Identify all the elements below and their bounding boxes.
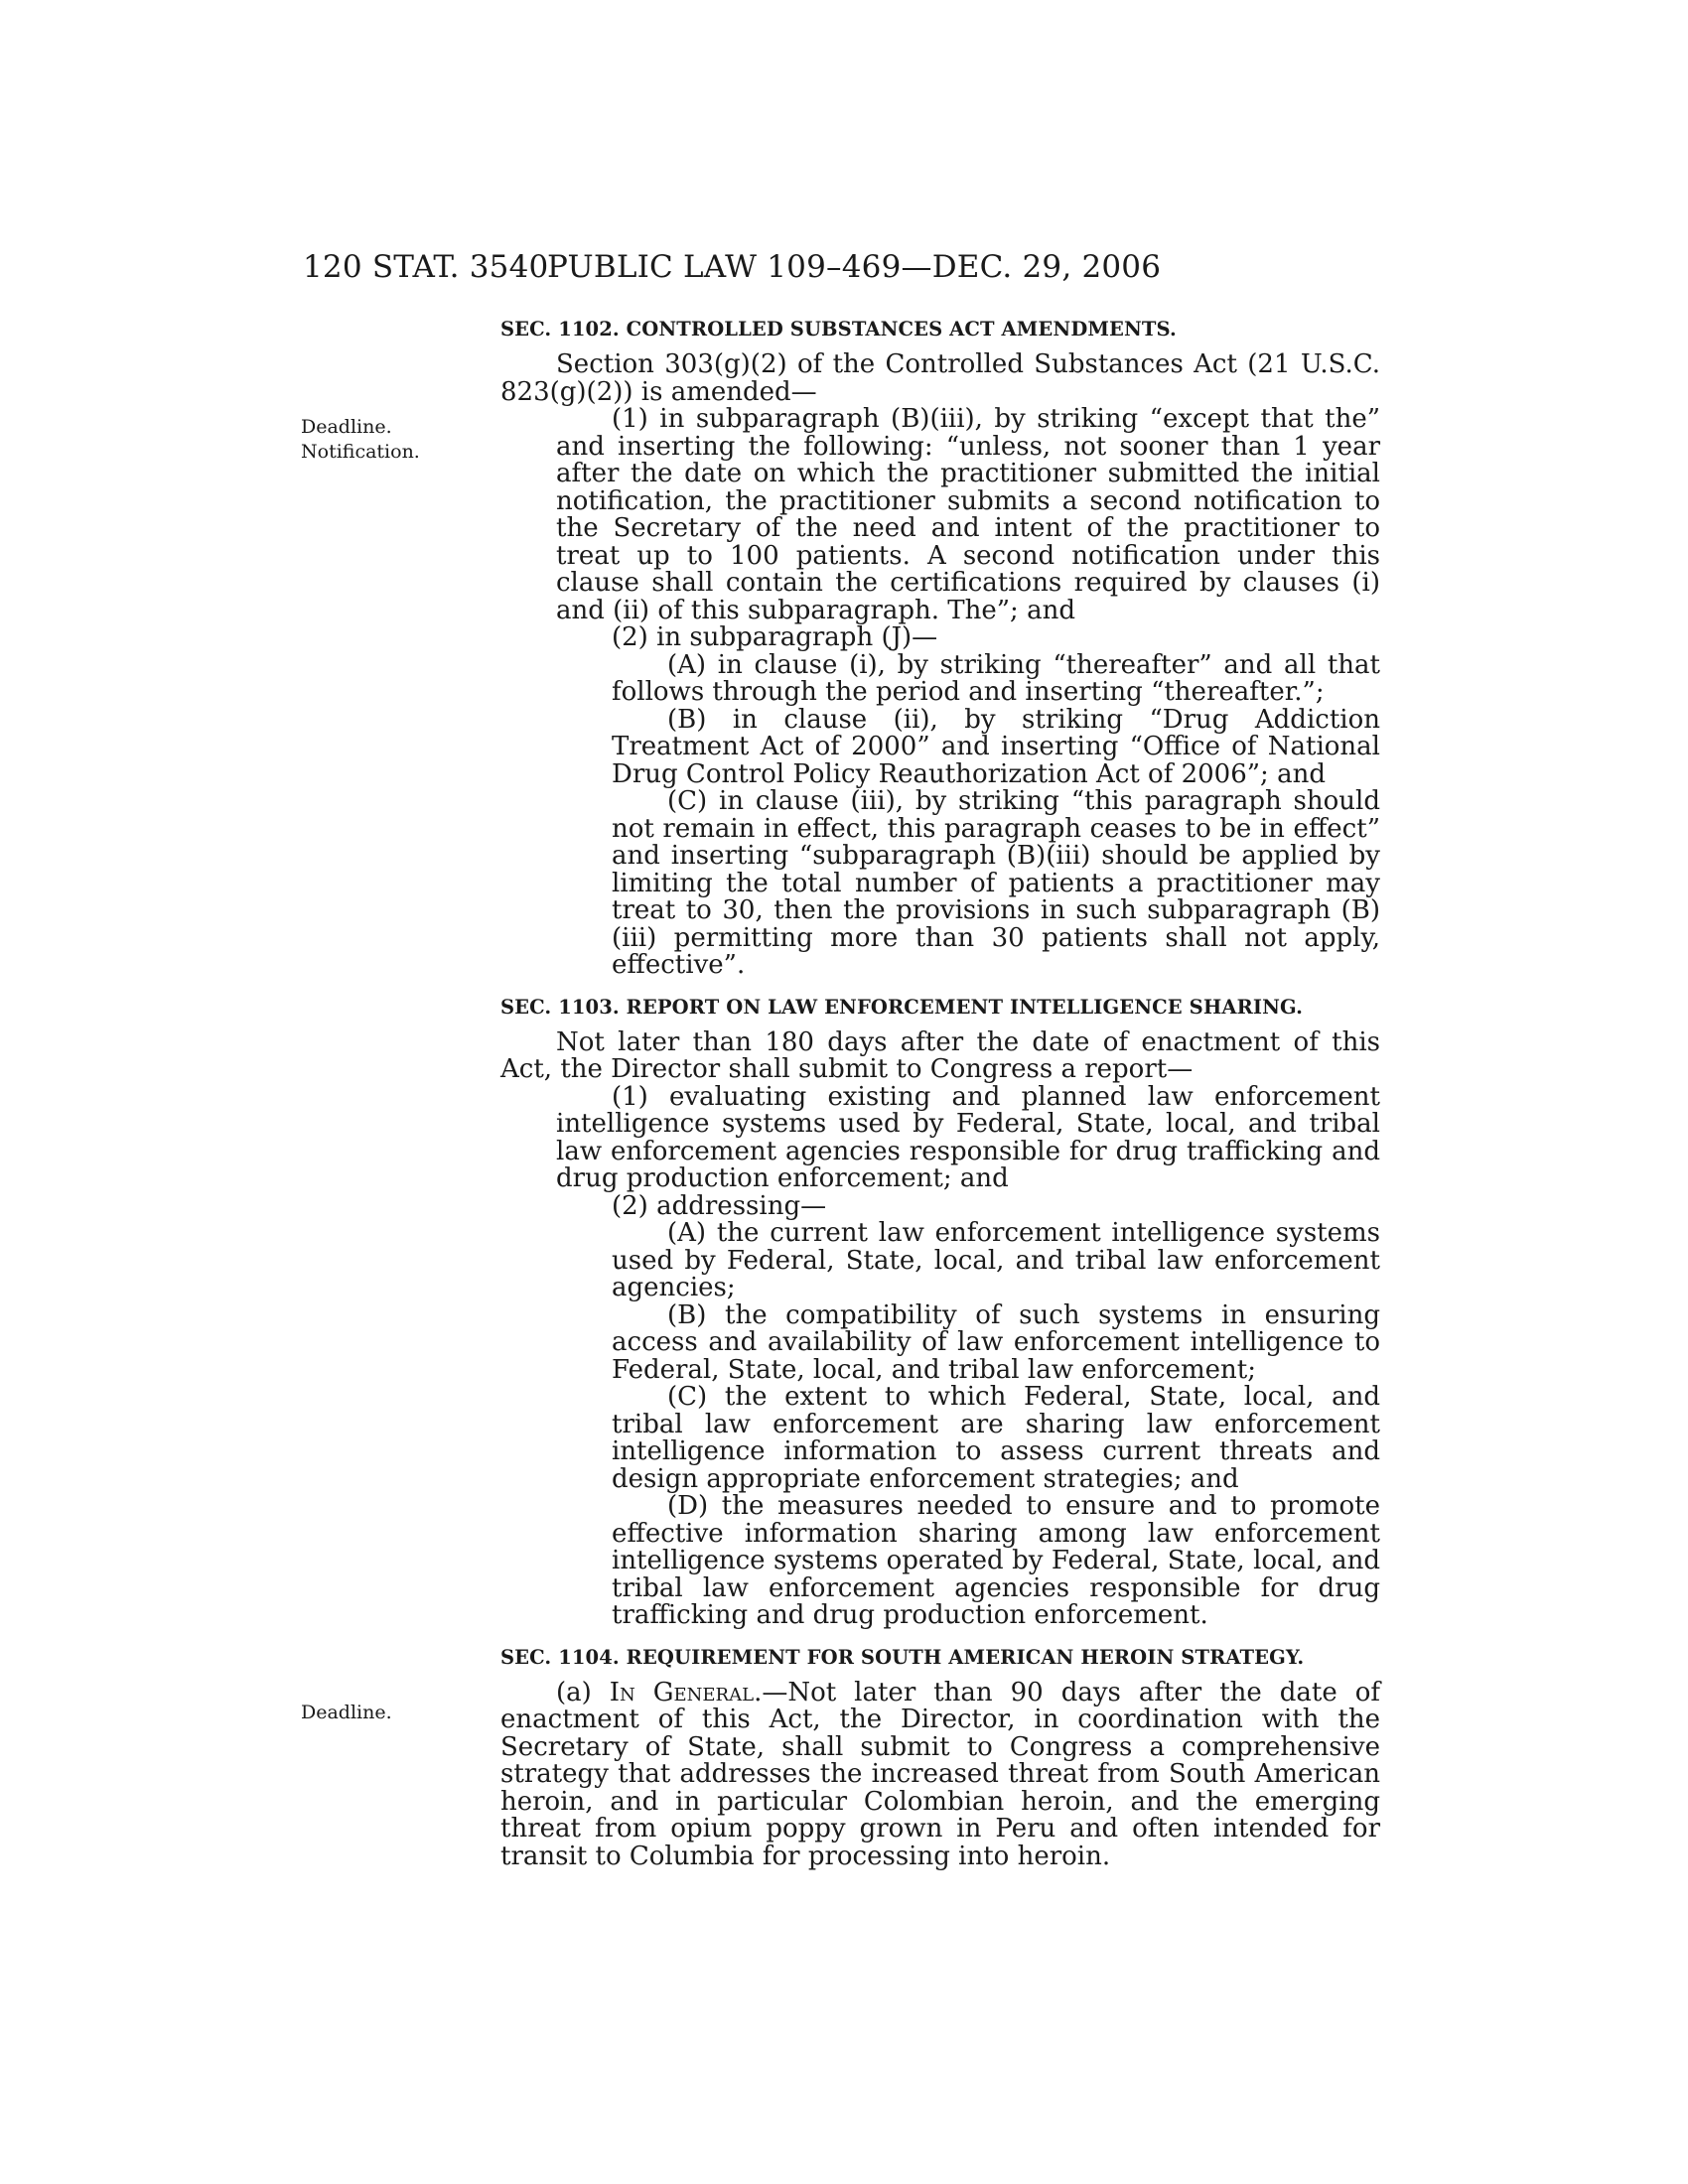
- body-text: [500, 316, 1380, 1870]
- section-heading-1103: SEC. 1103. REPORT ON LAW ENFORCEMENT INTELLIGENCE SHARING.: [500, 995, 1303, 1019]
- paragraph: (B) the compatibility of such systems in ensuring access and availability of law enforcement intelligence to Federal, State, local, and tribal law enforcement;: [612, 1299, 1380, 1385]
- paragraph: (2) addressing—: [612, 1190, 827, 1221]
- paragraph: (2) in subparagraph (J)—: [612, 622, 938, 652]
- paragraph: (D) the measures needed to ensure and to promote effective information sharing among law enforcement intelligence systems operated by Federal, State, local, and tribal law enforcement agencies responsible for drug trafficking and drug production enforcement.: [612, 1491, 1380, 1630]
- margin-note-deadline: Deadline.: [301, 1702, 392, 1723]
- paragraph: (A) the current law enforcement intelligence systems used by Federal, State, local, and tribal law enforcement agencies;: [612, 1218, 1380, 1302]
- paragraph: (A) in clause (i), by striking “thereafter” and all that follows through the period and inserting “thereafter.”;: [612, 649, 1380, 707]
- paragraph: (C) the extent to which Federal, State, local, and tribal law enforcement are sharing law enforcement intelligence information to assess current threats and design appropriate enforcement strategies; and: [612, 1382, 1380, 1494]
- margin-note-line: Deadline.: [301, 416, 392, 438]
- subsection-heading: In General: [609, 1677, 755, 1707]
- margin-note-deadline-notification: [301, 415, 420, 465]
- running-header: PUBLIC LAW 109–469—DEC. 29, 2006: [547, 249, 1162, 285]
- subsection-text: .—Not later than 90 days after the date of enactment of this Act, the Director, in coordination with the Secretary of State, shall submit to Congress a comprehensive strategy that addresses the increased threat from South American heroin, and in particular Colombian heroin, and the emerging threat from opium poppy grown in Peru and often intended for transit to Columbia for processing into heroin.: [500, 1677, 1380, 1871]
- subsection-label: (a): [556, 1677, 610, 1707]
- paragraph: Section 303(g)(2) of the Controlled Substances Act (21 U.S.C. 823(g)(2)) is amended—: [500, 349, 1380, 407]
- section-heading-1102: SEC. 1102. CONTROLLED SUBSTANCES ACT AMENDMENTS.: [500, 318, 1177, 341]
- margin-note-line: Notification.: [301, 441, 420, 463]
- paragraph: [500, 1677, 1380, 1871]
- paragraph: (1) in subparagraph (B)(iii), by striking “except that the” and inserting the following: “unless, not sooner than 1 year after the date on which the practitioner submitted the initial notification, the practitioner submits a second notification to the Secretary of the need and intent of the practitioner to treat up to 100 patients. A second notification under this clause shall contain the certifications required by clauses (i) and (ii) of this subparagraph. The”; and: [556, 404, 1380, 625]
- paragraph: (1) evaluating existing and planned law enforcement intelligence systems used by Federal, State, local, and tribal law enforcement agencies responsible for drug trafficking and drug production enforcement; and: [556, 1081, 1380, 1193]
- paragraph: Not later than 180 days after the date of enactment of this Act, the Director shall submit to Congress a report—: [500, 1026, 1380, 1084]
- section-heading-1104: SEC. 1104. REQUIREMENT FOR SOUTH AMERICAN HEROIN STRATEGY.: [500, 1645, 1305, 1669]
- paragraph: (B) in clause (ii), by striking “Drug Addiction Treatment Act of 2000” and inserting “Office of National Drug Control Policy Reauthorization Act of 2006”; and: [612, 704, 1380, 789]
- paragraph: (C) in clause (iii), by striking “this paragraph should not remain in effect, this paragraph ceases to be in effect” and inserting “subparagraph (B)(iii) should be applied by limiting the total number of patients a practitioner may treat to 30, then the provisions in such subparagraph (B)(iii) permitting more than 30 patients shall not apply, effective”.: [612, 786, 1380, 980]
- page-stat-citation: 120 STAT. 3540: [303, 249, 549, 285]
